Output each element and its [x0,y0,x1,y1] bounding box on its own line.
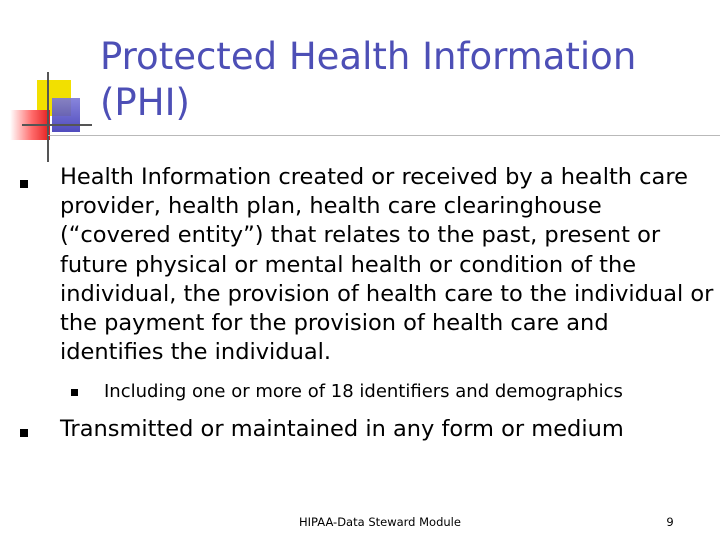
page-number: 9 [666,515,674,529]
slide-title: Protected Health Information (PHI) [100,35,637,124]
sub-bullet-1-text: Including one or more of 18 identifiers and demographics [104,381,623,402]
logo-blue-square [52,98,80,132]
bullet-2-text: Transmitted or maintained in any form or medium [60,416,624,442]
footer-text: HIPAA-Data Steward Module [299,515,461,529]
title-divider [48,135,720,136]
logo-horizontal-line [22,124,92,126]
bullet-square-icon [20,429,28,437]
bullet-square-icon [20,180,28,188]
corner-logo-icon [0,0,110,170]
bullet-1-text: Health Information created or received by a health care provider, health plan, health care clearinghouse (“covered entity”) that relates to the past, present or future physical or mental health or condition of the individual, the provision of health care to the individual or the payment for the provision of health care and identifies the individual. [60,164,714,366]
logo-vertical-line [47,72,49,162]
sub-bullet-square-icon [71,389,78,396]
